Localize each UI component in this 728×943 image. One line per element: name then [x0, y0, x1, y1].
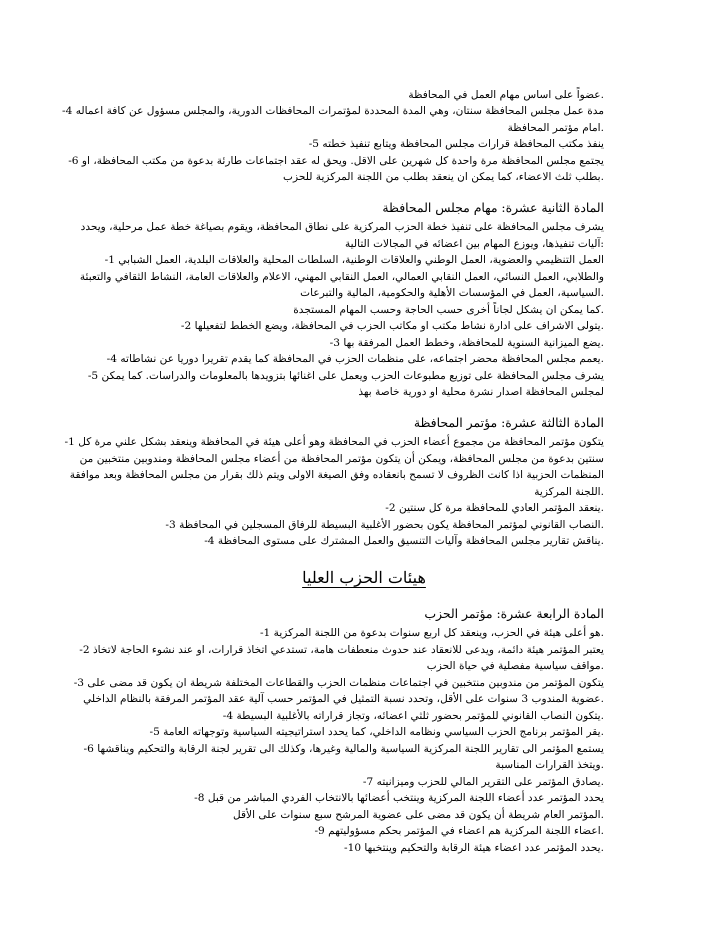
text-line: يحدد المؤتمر عدد أعضاء اللجنة المركزية وينتخب أعضائها بالانتخاب الفردي المباشر من قبل 8-	[194, 792, 604, 804]
text-line: .يتكون النصاب القانوني للمؤتمر بحضور ثلثي اعضائه، وتجاز قراراته بالأغلبية البسيطة 4-	[222, 710, 604, 722]
text-line: .النصاب القانوني لمؤتمر المحافظة يكون بحضور الأغلبية البسيطة للرفاق المسجلين في المحافظة 3-	[165, 519, 604, 531]
text-line: لمجلس المحافظة اصدار نشرة محلية او دورية خاصة بهذ	[358, 386, 604, 398]
text-line: يعتبر المؤتمر هيئة دائمة، ويدعى للانعقاد عند حدوث منعطفات هامة، تستدعي اتخاذ قرارات، او عند نشوء الحاجة لاتخاذ 2-	[79, 644, 604, 656]
text-line: يشرف مجلس المحافظة على تنفيذ خطة الحزب المركزية على نطاق المحافظة، ويقوم بصياغة خطة عمل مرحلية، ويحدد	[80, 221, 604, 233]
text-line: .يتولى الاشراف على ادارة نشاط مكتب او مكاتب الحزب في المحافظة، ويضع الخطط لتفعيلها 2-	[180, 320, 604, 332]
text-line: .يضع الميزانية السنوية للمحافظة، وخطط العمل المرفقة بها 3-	[329, 337, 604, 349]
text-line: العمل التنظيمي والعضوية، العمل الوطني والعلاقات الوطنية، السلطات المحلية والعلاقات البلدية، العمل الشبابي 1-	[104, 254, 604, 266]
text-line: والطلابي، العمل النسائي، العمل النقابي العمالي، العمل النقابي المهني، الاعلام والعلاقات العامة، النشاط الثقافي والتعبئة	[79, 271, 604, 283]
article-heading: المادة الثانية عشرة: مهام مجلس المحافظة	[382, 200, 604, 215]
text-line: .يحدد المؤتمر عدد اعضاء هيئة الرقابة والتحكيم وينتخبها 10-	[343, 842, 604, 854]
text-line: سنتين بدعوة من مجلس المحافظة، ويمكن أن يتكون مؤتمر المحافظة من أعضاء مجلس المحافظة ومندوبين منتخبين من	[79, 453, 604, 465]
section-title-text: هيئات الحزب العليا	[302, 568, 426, 587]
text-line: يتكون مؤتمر المحافظة من مجموع أعضاء الحزب في المحافظة وهو أعلى هيئة في المحافظة وينعقد بشكل علني مرة كل 1-	[64, 436, 604, 448]
text-line: .يصادق المؤتمر على التقرير المالي للحزب وميزانيته 7-	[362, 776, 604, 788]
text-line: مدة عمل مجلس المحافظة سنتان، وهي المدة المحددة لمؤتمرات المحافظات الدورية، والمجلس مسؤول عن كافة اعماله 4-	[62, 105, 604, 117]
article-heading: المادة الرابعة عشرة: مؤتمر الحزب	[424, 606, 604, 621]
text-line: .عضواً على اساس مهام العمل في المحافظة	[408, 89, 604, 101]
text-line: يشرف مجلس المحافظة على توزيع مطبوعات الحزب ويعمل على اغنائها بتزويدها بالمعلومات والدراسات. كما يمكن 5-	[87, 370, 604, 382]
section-title	[0, 568, 728, 588]
text-line: .المؤتمر العام شريطة أن يكون قد مضى على عضوية المرشح سبع سنوات على الأقل	[232, 809, 604, 821]
text-line: .مواقف سياسية مفصلية في حياة الحزب	[426, 660, 604, 672]
text-line: يستمع المؤتمر الى تقارير اللجنة المركزية السياسية والمالية وغيرها، وكذلك الى تقرير لجنة الرقابة والتحكيم ويناقشها 6-	[83, 743, 604, 755]
text-line: .يناقش تقارير مجلس المحافظة وآليات التنسيق والعمل المشترك على مستوى المحافظة 4-	[204, 535, 604, 547]
text-line: .كما يمكن ان يشكل لجاناً أخرى حسب الحاجة وحسب المهام المستجدة	[293, 304, 604, 316]
text-line: يتكون المؤتمر من مندوبين منتخبين في اجتماعات منظمات الحزب والقطاعات المختلفة شريطة ان يكون قد مضى على 3-	[73, 677, 604, 689]
text-line: .امام مؤتمر المحافظة	[507, 122, 604, 134]
text-line: .اللجنة المركزية	[534, 486, 604, 498]
text-line: .ينعقد المؤتمر العادي للمحافظة مرة كل سنتين 2-	[385, 502, 604, 514]
text-line: .بطلب ثلث الاعضاء، كما يمكن ان ينعقد بطلب من اللجنة المركزية للحزب	[283, 171, 604, 183]
text-line: .اعضاء اللجنة المركزية هم اعضاء في المؤتمر بحكم مسؤوليتهم 9-	[314, 825, 604, 837]
text-line: المنظمات الحزبية اذا كانت الظروف لا تسمح بانعقاده وفق الصيغة الاولى ويتم ذلك بقرار من مجلس المحافظة وبعد موافقة	[69, 469, 604, 481]
text-line: يجتمع مجلس المحافظة مرة واحدة كل شهرين على الاقل. ويحق له عقد اجتماعات طارئة بدعوة من مكتب المحافظة، او 6-	[68, 155, 604, 167]
text-line: .هو أعلى هيئة في الحزب، وينعقد كل اربع سنوات بدعوة من اللجنة المركزية 1-	[259, 627, 604, 639]
text-line: .ويتخذ القرارات المناسبة	[495, 759, 604, 771]
text-line: .عضوية المندوب 3 سنوات على الأقل، وتحدد نسبة التمثيل في المؤتمر حسب آلية عقد المؤتمر المرفقة بالنظام الداخلي	[83, 693, 604, 705]
text-line: ينفذ مكتب المحافظة قرارات مجلس المحافظة ويتابع تنفيذ خطته 5-	[308, 138, 604, 150]
text-line: :آليات تنفيذها، ويوزع المهام بين اعضائه في المجالات التالية	[345, 238, 604, 250]
text-line: .السياسية، العمل في المؤسسات الأهلية والحكومية، المالية والتبرعات	[300, 287, 604, 299]
article-heading: المادة الثالثة عشرة: مؤتمر المحافظة	[413, 415, 604, 430]
text-line: .يعمم مجلس المحافظة محضر اجتماعه، على منظمات الحزب في المحافظة كما يقدم تقريرا دوريا عن نشاطاته 4-	[106, 353, 604, 365]
text-line: .يقر المؤتمر برنامج الحزب السياسي ونظامه الداخلي، كما يحدد استراتيجيته السياسية وتوجهاته العامة 5-	[149, 726, 604, 738]
